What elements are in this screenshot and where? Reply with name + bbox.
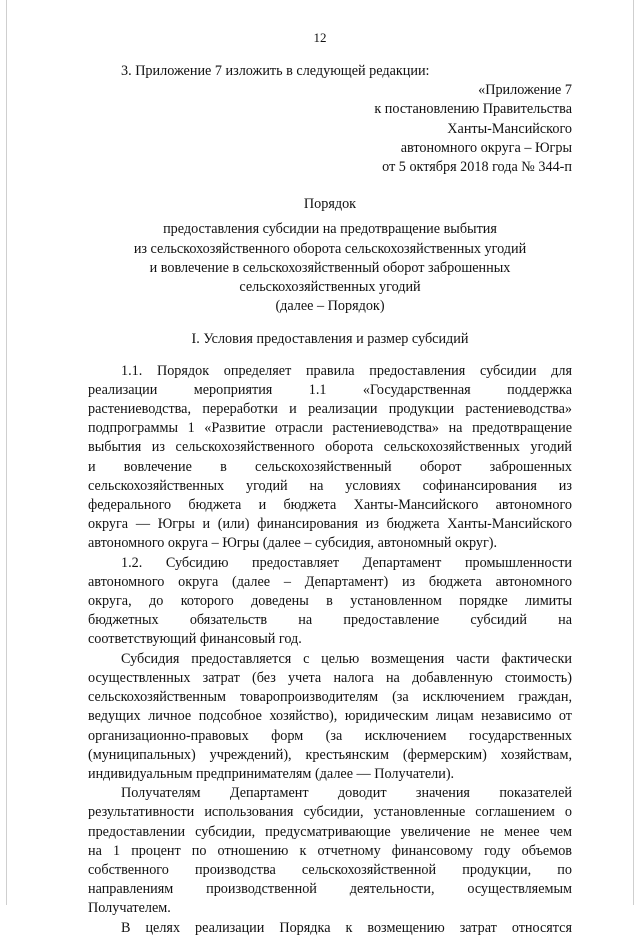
paragraph-line: результативности использования субсидии, установленные соглашением о <box>88 804 572 821</box>
page-number: 12 <box>313 30 327 45</box>
title-line: предоставления субсидии на предотвращение выбытия <box>163 221 497 238</box>
paragraph-line: растениеводства, переработки и реализации продукции растениеводства» <box>88 401 572 418</box>
paragraph-line: индивидуальным предпринимателям (далее — Получатели). <box>88 765 455 782</box>
paragraph-line: ведущих личное подсобное хозяйство), юридическим лицам независимо от <box>88 708 572 725</box>
appendix-header-line: к постановлению Правительства <box>374 101 572 118</box>
body-paragraph <box>88 554 572 650</box>
scan-edge-right <box>633 0 634 905</box>
paragraph-line: Субсидия предоставляется с целью возмещения части фактически <box>121 650 572 667</box>
appendix-header-line: «Приложение 7 <box>478 82 572 99</box>
paragraph-line: автономного округа (далее – Департамент) из бюджета автономного <box>88 573 572 590</box>
paragraph-line: Получателем. <box>88 900 171 917</box>
appendix-header-line: от 5 октября 2018 года № 344-п <box>382 159 572 176</box>
title-line: из сельскохозяйственного оборота сельскохозяйственных угодий <box>133 240 527 257</box>
paragraph-line: предоставлении субсидии, предусматривающие увеличение не менее чем <box>88 823 572 840</box>
paragraph-line: сельскохозяйственным товаропроизводителям (за исключением граждан, <box>88 689 572 706</box>
paragraph-line: на 1 процент по отношению к отчетному финансовому году объемов <box>88 842 572 859</box>
paragraph-line: автономного округа – Югры (далее – субсидия, автономный округ). <box>88 535 498 552</box>
paragraph-line: подпрограммы 1 «Развитие отрасли растениеводства» на предотвращение <box>88 420 572 437</box>
paragraph-line: В целях реализации Порядка к возмещению затрат относятся <box>121 919 572 936</box>
paragraph-line: соответствующий финансовый год. <box>88 631 302 648</box>
body-paragraph <box>88 650 572 784</box>
appendix-header <box>88 81 572 177</box>
paragraph-line: округа — Югры и (или) финансирования из бюджета Ханты-Мансийского <box>88 516 572 533</box>
paragraph-line: и вовлечение в сельскохозяйственный оборот заброшенных <box>88 458 572 475</box>
paragraph-line: реализации мероприятия 1.1 «Государственная поддержка <box>88 381 572 398</box>
appendix-header-line: Ханты-Мансийского <box>447 120 572 137</box>
paragraph-line: направлениям производственной деятельности, осуществляемым <box>88 881 572 898</box>
document-body <box>88 62 572 938</box>
paragraph-line: осуществленных затрат (без учета налога на добавленную стоимость) <box>88 669 572 686</box>
body-paragraph <box>88 362 572 554</box>
paragraph-line: сельскохозяйственных угодий на условиях софинансирования из <box>88 477 572 494</box>
paragraph-line: округа, до которого доведены в установленном порядке лимиты <box>88 593 572 610</box>
paragraph-line: федерального бюджета и бюджета Ханты-Мансийского автономного <box>88 497 572 514</box>
scan-edge-left <box>6 0 7 905</box>
title-line: и вовлечение в сельскохозяйственный оборот заброшенных <box>149 259 511 276</box>
paragraph-line: 1.2. Субсидию предоставляет Департамент промышленности <box>121 554 572 571</box>
paragraph-line: Получателям Департамент доводит значения показателей <box>121 785 572 802</box>
document-title <box>88 195 572 316</box>
section-heading: I. Условия предоставления и размер субсидий <box>191 331 469 348</box>
paragraph-line: (муниципальных) учреждений), крестьянским (фермерским) хозяйствам, <box>88 746 572 763</box>
title-line: (далее – Порядок) <box>275 298 385 315</box>
paragraph-line: бюджетных обязательств на предоставление субсидий на <box>88 612 572 629</box>
body-paragraph <box>88 919 572 938</box>
title-line: Порядок <box>303 196 357 213</box>
appendix-header-line: автономного округа – Югры <box>400 139 572 156</box>
paragraph-line: 1.1. Порядок определяет правила предоставления субсидии для <box>121 362 572 379</box>
paragraph-line: собственного производства сельскохозяйственной продукции, по <box>88 861 572 878</box>
paragraphs-container <box>88 362 572 938</box>
body-paragraph <box>88 784 572 918</box>
paragraph-line: выбытия из сельскохозяйственного оборота сельскохозяйственных угодий <box>88 439 572 456</box>
paragraph-line: организационно-правовых форм (за исключением государственных <box>88 727 572 744</box>
title-line: сельскохозяйственных угодий <box>239 279 421 296</box>
amendment-lead: 3. Приложение 7 изложить в следующей редакции: <box>121 63 430 79</box>
